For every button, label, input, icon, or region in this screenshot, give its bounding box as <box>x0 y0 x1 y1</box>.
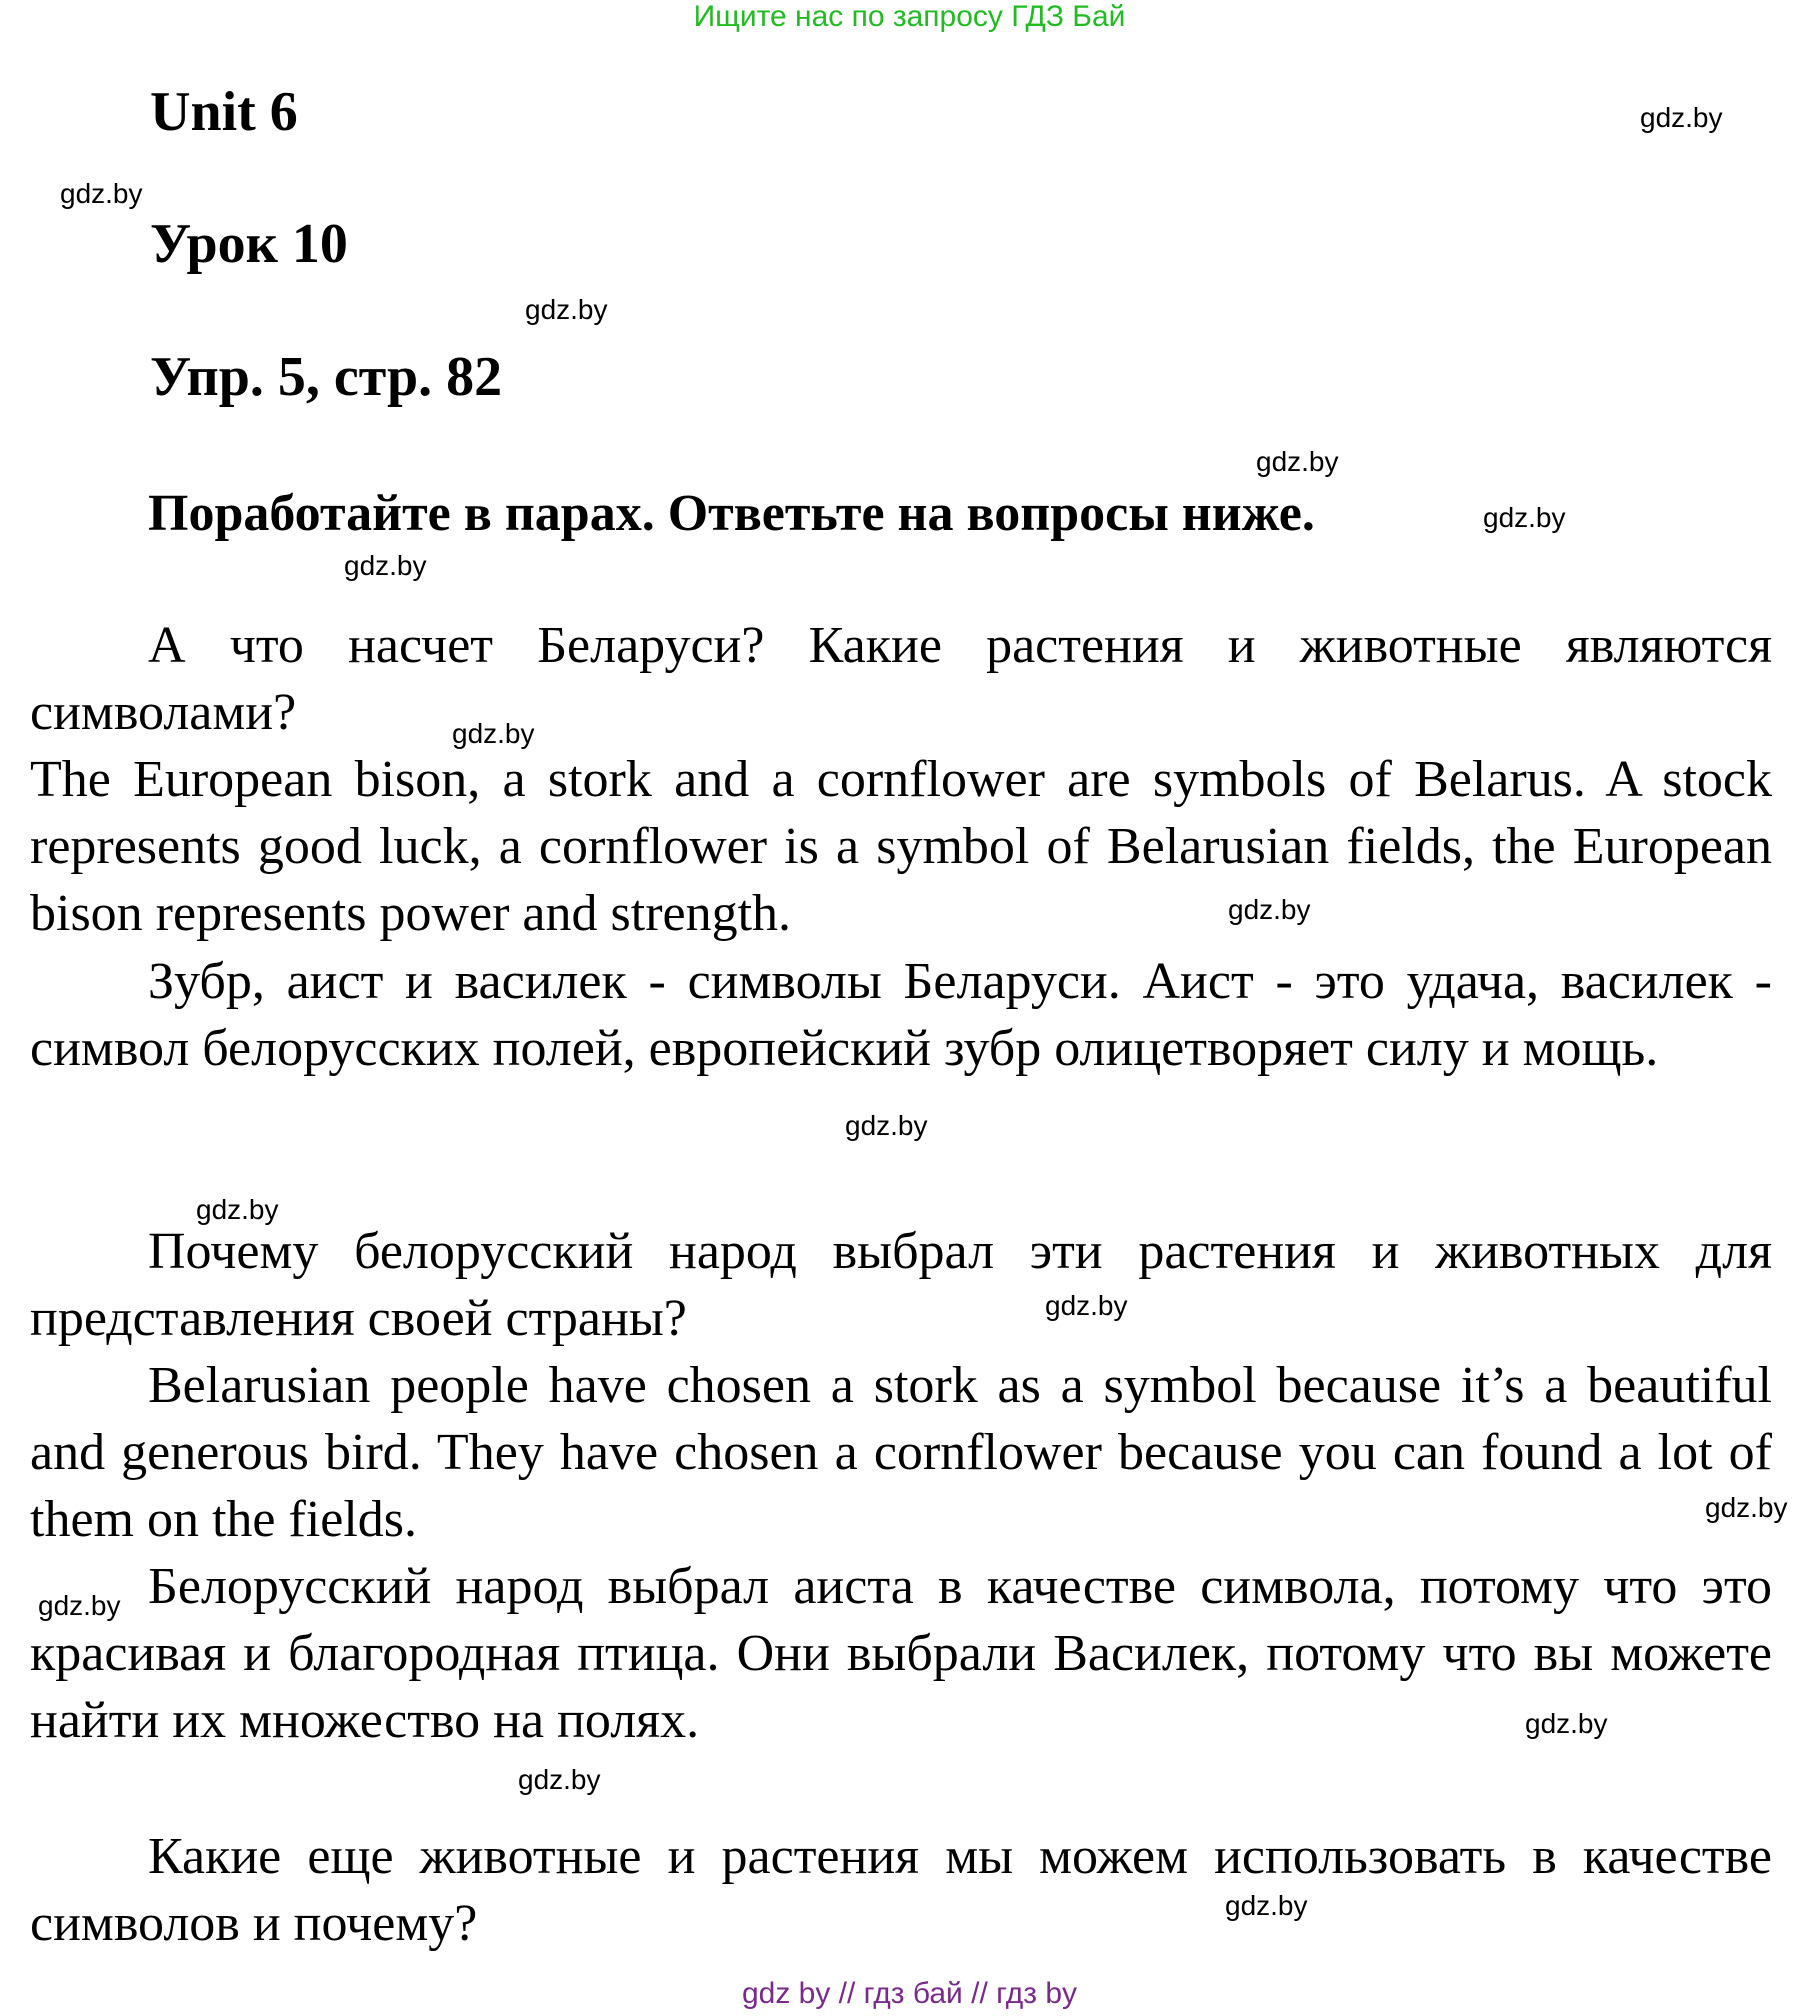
watermark: gdz.by <box>525 294 608 325</box>
watermark: gdz.by <box>1256 446 1339 477</box>
watermark: gdz.by <box>1228 894 1311 925</box>
watermark: gdz.by <box>1640 102 1723 133</box>
watermark: gdz.by <box>845 1110 928 1141</box>
answer-1-english: The European bison, a stork and a cornflower are symbols of Belarus. A stock represents good luck, a cornflower is a symbol of Belarusian fields, the European bison represents power and strength. <box>30 751 1772 942</box>
watermark: gdz.by <box>60 178 143 209</box>
answer-2-english: Belarusian people have chosen a stork as a symbol because it’s a beautiful and generous bird. They have chosen a cornflower because you can found a lot of them on the fields. <box>30 1357 1772 1548</box>
watermark: gdz.by <box>518 1764 601 1795</box>
watermark: gdz.by <box>1525 1708 1608 1739</box>
watermark: gdz.by <box>1483 502 1566 533</box>
watermark: gdz.by <box>38 1590 121 1621</box>
watermark: gdz.by <box>196 1194 279 1225</box>
answer-1-russian: Зубр, аист и василек - символы Беларуси. Аист - это удача, василек - символ белорусских полей, европейский зубр олицетворяет силу и мощь. <box>30 953 1772 1077</box>
question-2: Почему белорусский народ выбрал эти растения и животных для представления своей страны? <box>30 1223 1772 1347</box>
exercise-title: Упр. 5, стр. 82 <box>150 346 503 408</box>
answer-2-russian: Белорусский народ выбрал аиста в качестве символа, потому что это красивая и благородная птица. Они выбрали Василек, потому что вы можете найти их множество на полях. <box>30 1558 1772 1749</box>
watermark: gdz.by <box>344 550 427 581</box>
watermark: gdz.by <box>1705 1492 1788 1523</box>
unit-title: Unit 6 <box>150 81 298 143</box>
watermark: gdz.by <box>452 718 535 749</box>
task-instruction: Поработайте в парах. Ответьте на вопросы ниже. <box>148 485 1315 542</box>
top-banner[interactable]: Ищите нас по запросу ГДЗ Бай <box>693 0 1126 33</box>
footer-links[interactable]: gdz by // гдз бай // гдз by <box>741 1977 1078 2010</box>
question-1: А что насчет Беларуси? Какие растения и животные являются символами? <box>30 617 1772 741</box>
watermark: gdz.by <box>1045 1290 1128 1321</box>
watermark: gdz.by <box>1225 1890 1308 1921</box>
question-3: Какие еще животные и растения мы можем использовать в качестве символов и почему? <box>30 1828 1772 1952</box>
lesson-title: Урок 10 <box>150 213 348 275</box>
